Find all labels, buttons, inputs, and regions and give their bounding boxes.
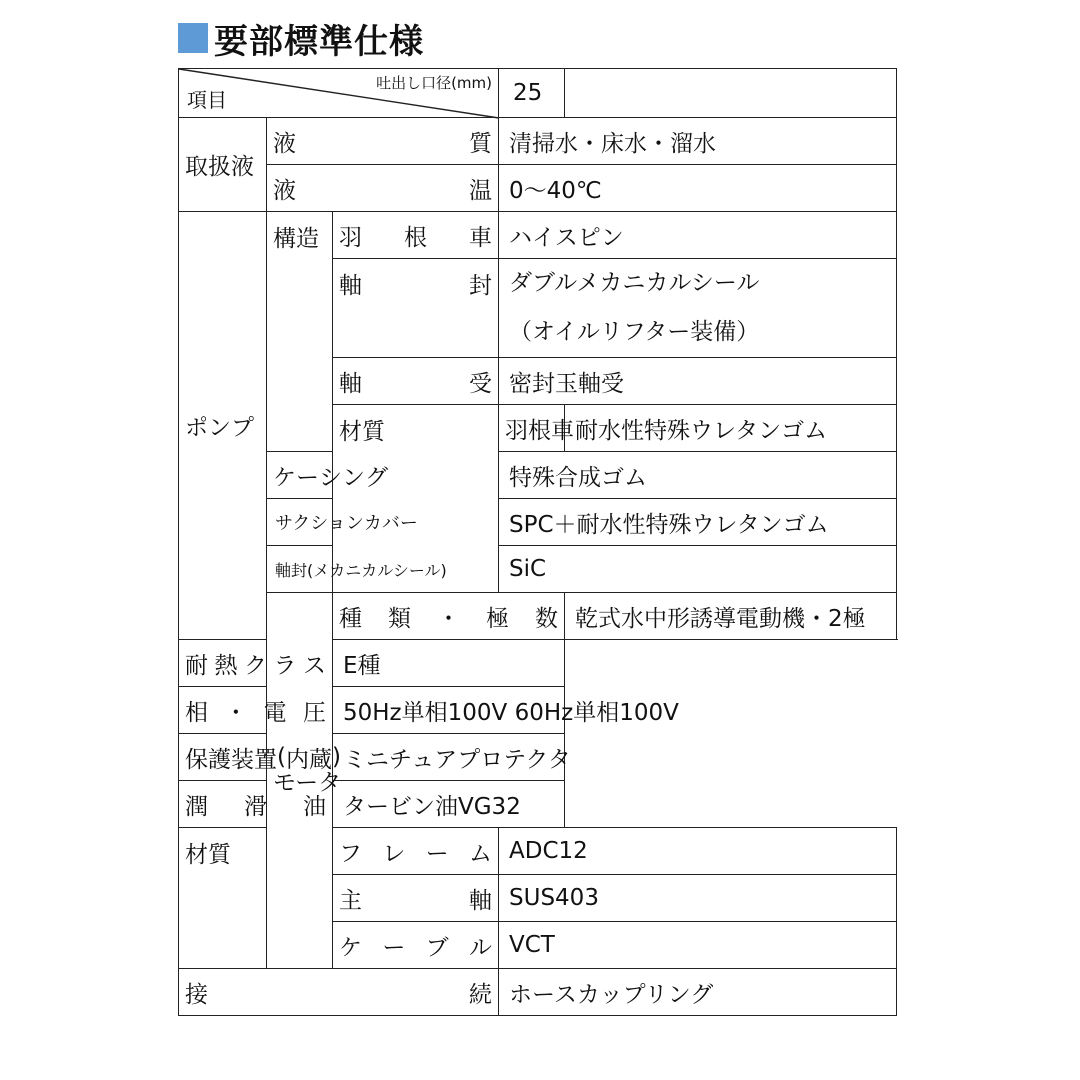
label-char: 置 bbox=[254, 746, 277, 773]
label-char: 羽 bbox=[339, 224, 362, 251]
label-char: ル bbox=[468, 934, 492, 961]
label-char: 電 bbox=[263, 699, 287, 726]
label-char: ケ bbox=[273, 464, 296, 491]
pump-impeller-label bbox=[333, 212, 499, 259]
label-char: 保 bbox=[185, 746, 208, 773]
table-row bbox=[179, 212, 897, 259]
label-char: ン bbox=[342, 464, 365, 491]
label-char: ム bbox=[468, 840, 492, 867]
label-char: 車 bbox=[469, 224, 492, 251]
label-char: 軸 bbox=[339, 273, 362, 299]
liquid-group: 取扱液 bbox=[179, 118, 267, 212]
label-char: ( bbox=[277, 744, 286, 770]
label-char: 軸 bbox=[469, 887, 493, 914]
label-char: 続 bbox=[469, 981, 493, 1008]
motor-lubricant-value: タービン油VG32 bbox=[333, 781, 565, 828]
motor-protection-label bbox=[179, 734, 341, 781]
motor-shaft-value: SUS403 bbox=[499, 875, 897, 922]
label-char: 相 bbox=[185, 699, 208, 726]
motor-lubricant-label bbox=[179, 781, 333, 828]
label-char: 接 bbox=[185, 981, 208, 1008]
label-char: 軸 bbox=[339, 370, 362, 397]
table-row bbox=[179, 546, 897, 593]
pump-suction-cover-label: サクションカバー bbox=[267, 499, 333, 546]
label-char: 温 bbox=[469, 177, 493, 204]
label-char: ー bbox=[425, 840, 449, 867]
label-char: 熱 bbox=[214, 652, 238, 679]
label-char: 潤 bbox=[185, 793, 208, 820]
pump-suction-cover-value: SPC＋耐水性特殊ウレタンゴム bbox=[499, 499, 897, 546]
pump-group: ポンプ bbox=[179, 212, 267, 640]
label-char: 封 bbox=[469, 273, 493, 299]
pump-bearing-label bbox=[333, 358, 499, 405]
table-row bbox=[179, 165, 897, 212]
label-char: ブ bbox=[425, 934, 449, 961]
pump-structure-label: 構造 bbox=[267, 212, 333, 452]
label-char: 根 bbox=[528, 417, 552, 444]
pump-casing-label bbox=[267, 452, 388, 499]
pump-impeller-value: ハイスピン bbox=[499, 212, 897, 259]
header-diagonal-cell bbox=[179, 69, 499, 118]
motor-heat-value: E種 bbox=[333, 640, 565, 687]
motor-group: モータ bbox=[267, 593, 333, 969]
pump-bearing-value: 密封玉軸受 bbox=[499, 358, 897, 405]
label-char: レ bbox=[382, 840, 406, 867]
motor-protection-value: ミニチュアプロテクタ bbox=[333, 734, 565, 781]
page-title bbox=[178, 14, 424, 62]
label-char: フ bbox=[339, 840, 362, 867]
label-char: 液 bbox=[273, 177, 296, 204]
label-char: 油 bbox=[303, 793, 326, 820]
label-char: ラ bbox=[273, 652, 297, 679]
label-char: ー bbox=[296, 464, 319, 491]
pump-mech-seal-label: 軸封(メカニカルシール) bbox=[267, 546, 333, 593]
label-char: ・ bbox=[437, 605, 460, 632]
liquid-temp-label bbox=[267, 165, 499, 212]
label-char: 滑 bbox=[244, 793, 267, 820]
table-row bbox=[179, 69, 897, 118]
label-char: ケ bbox=[339, 934, 362, 961]
label-char: 極 bbox=[486, 605, 509, 632]
label-char: 液 bbox=[273, 130, 296, 157]
diameter-value: 25 bbox=[499, 69, 565, 118]
table-row bbox=[179, 687, 897, 734]
spec-table bbox=[178, 68, 897, 1016]
motor-type-label bbox=[333, 593, 565, 640]
table-row bbox=[179, 969, 897, 1016]
motor-cable-value: VCT bbox=[499, 922, 897, 969]
label-char: 根 bbox=[404, 224, 427, 251]
label-char: ) bbox=[331, 744, 341, 770]
label-char: グ bbox=[365, 464, 388, 491]
motor-frame-value: ADC12 bbox=[499, 828, 897, 875]
label-char: 装 bbox=[231, 746, 254, 773]
motor-heat-label bbox=[179, 640, 333, 687]
pump-casing-value: 特殊合成ゴム bbox=[499, 452, 897, 499]
pump-mech-seal-value: SiC bbox=[499, 546, 897, 593]
label-char: 内 bbox=[285, 746, 309, 773]
label-char: 類 bbox=[388, 605, 411, 632]
pump-mat-impeller-value: 耐水性特殊ウレタンゴム bbox=[565, 405, 897, 452]
shaft-seal-line1: ダブルメカニカルシール bbox=[509, 270, 760, 296]
motor-type-value: 乾式水中形誘導電動機・2極 bbox=[565, 593, 897, 640]
table-row bbox=[179, 452, 897, 499]
connection-label bbox=[179, 969, 499, 1016]
table-row bbox=[179, 734, 897, 781]
motor-cable-label bbox=[333, 922, 499, 969]
pump-shaft-seal-label bbox=[333, 259, 499, 358]
label-char: 耐 bbox=[185, 652, 208, 679]
label-char: ・ bbox=[224, 699, 248, 726]
motor-phase-value: 50Hz単相100V 60Hz単相100V bbox=[333, 687, 565, 734]
label-char: シ bbox=[319, 464, 342, 491]
label-char: 数 bbox=[535, 605, 558, 632]
liquid-quality-label bbox=[267, 118, 499, 165]
liquid-temp-value: 0～40℃ bbox=[499, 165, 897, 212]
motor-phase-label bbox=[179, 687, 333, 734]
label-char: 主 bbox=[339, 887, 362, 914]
label-char: 受 bbox=[469, 370, 493, 397]
empty-cell bbox=[565, 69, 897, 118]
diameter-label: 吐出し口径(mm) bbox=[376, 74, 493, 92]
title-text: 要部標準仕様 bbox=[214, 21, 424, 62]
label-char: 羽 bbox=[505, 417, 529, 444]
motor-material-label: 材質 bbox=[179, 828, 267, 969]
liquid-quality-value: 清掃水・床水・溜水 bbox=[499, 118, 897, 165]
table-row bbox=[179, 499, 897, 546]
table-row bbox=[179, 118, 897, 165]
label-char: 護 bbox=[208, 746, 231, 773]
label-char: ク bbox=[244, 652, 267, 679]
connection-value: ホースカップリング bbox=[499, 969, 897, 1016]
label-char: 圧 bbox=[302, 699, 326, 726]
item-label: 項目 bbox=[187, 88, 227, 112]
label-char: 種 bbox=[339, 605, 362, 632]
pump-shaft-seal-value bbox=[499, 259, 897, 358]
label-char: ス bbox=[303, 652, 326, 679]
shaft-seal-line2: （オイルリフター装備） bbox=[509, 319, 760, 345]
table-row bbox=[179, 640, 897, 687]
title-square-icon bbox=[178, 23, 208, 53]
label-char: 車 bbox=[551, 417, 575, 444]
table-row bbox=[179, 593, 897, 640]
motor-shaft-label bbox=[333, 875, 499, 922]
label-char: 質 bbox=[469, 130, 493, 157]
pump-material-label: 材質 bbox=[333, 405, 499, 593]
label-char: ー bbox=[382, 934, 406, 961]
pump-mat-impeller-label bbox=[499, 405, 575, 452]
label-char: 蔵 bbox=[308, 746, 332, 773]
motor-frame-label bbox=[333, 828, 499, 875]
